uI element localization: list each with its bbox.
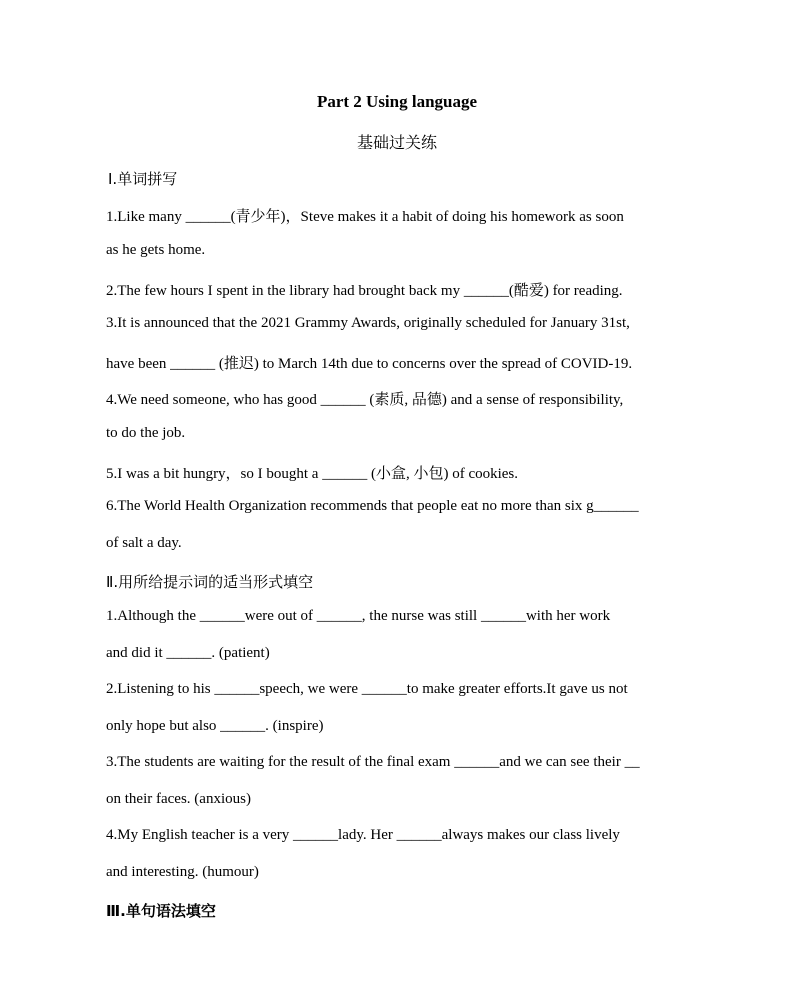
exercise-line: 1.Like many ______(青少年)，Steve makes it a habit of doing his homework as soon: [106, 209, 624, 225]
section-heading-1: Ⅰ.单词拼写: [108, 170, 178, 188]
page-subtitle: 基础过关练: [356, 133, 437, 152]
page-title: Part 2 Using language: [316, 92, 478, 111]
exercise-line: and interesting. (humour): [106, 864, 259, 880]
exercise-line: 5.I was a bit hungry，so I bought a ______ (小盒, 小包) of cookies.: [106, 466, 519, 482]
exercise-line: 6.The World Health Organization recommends that people eat no more than six g______: [106, 498, 639, 514]
exercise-line: have been ______ (推迟) to March 14th due to concerns over the spread of COVID-19.: [106, 356, 633, 372]
exercise-line: 3.It is announced that the 2021 Grammy Awards, originally scheduled for January 31st,: [106, 315, 630, 331]
exercise-line: 3.The students are waiting for the result of the final exam ______and we can see their __: [106, 754, 640, 770]
exercise-line: 2.Listening to his ______speech, we were ______to make greater efforts.It gave us not: [106, 681, 628, 697]
exercise-line: 1.Although the ______were out of ______, the nurse was still ______with her work: [106, 608, 611, 624]
exercise-line: to do the job.: [106, 425, 186, 441]
section-heading-2: Ⅱ.用所给提示词的适当形式填空: [106, 573, 314, 591]
section-heading-3: Ⅲ.单句语法填空: [106, 902, 216, 920]
exercise-line: 2.The few hours I spent in the library had brought back my ______(酷爱) for reading.: [106, 283, 623, 299]
exercise-line: 4.My English teacher is a very ______lady. Her ______always makes our class lively: [106, 827, 620, 843]
exercise-line: on their faces. (anxious): [106, 791, 251, 807]
exercise-line: and did it ______. (patient): [106, 645, 270, 661]
exercise-line: as he gets home.: [106, 242, 206, 258]
exercise-line: only hope but also ______. (inspire): [106, 718, 324, 734]
exercise-line: of salt a day.: [106, 535, 182, 551]
exercise-line: 4.We need someone, who has good ______ (素质, 品德) and a sense of responsibility,: [106, 392, 624, 408]
